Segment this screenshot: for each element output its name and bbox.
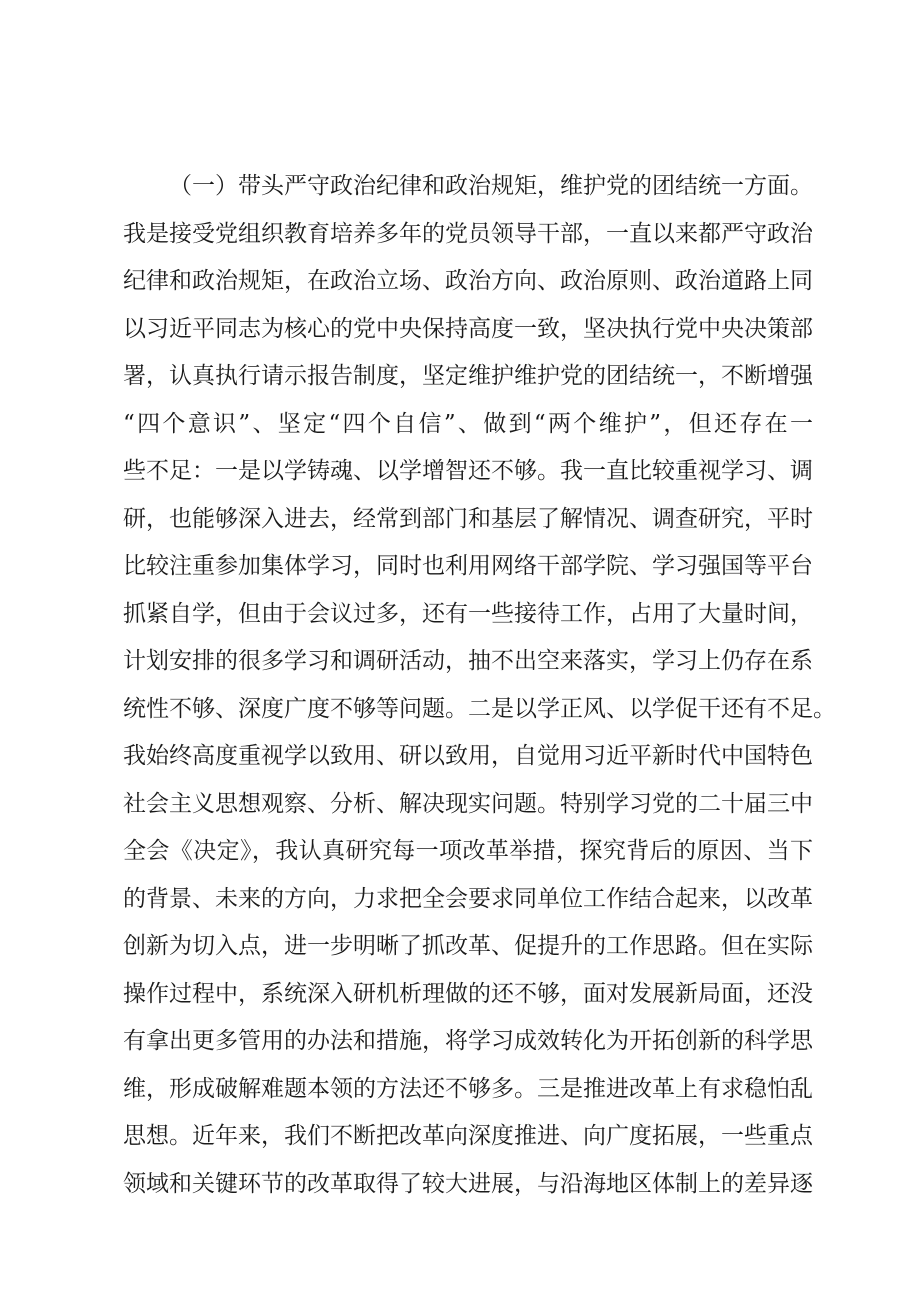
text-line: 我是接受党组织教育培养多年的党员领导干部，一直以来都严守政治 <box>123 220 813 247</box>
text-line: 以习近平同志为核心的党中央保持高度一致，坚决执行党中央决策部 <box>123 315 813 342</box>
text-line: 我始终高度重视学以致用、研以致用，自觉用习近平新时代中国特色 <box>123 743 813 769</box>
text-line: 社会主义思想观察、分析、解决现实问题。特别学习党的二十届三中 <box>123 790 813 817</box>
text-line: 领域和关键环节的改革取得了较大进展，与沿海地区体制上的差异逐 <box>123 1170 813 1197</box>
text-line: （一）带头严守政治纪律和政治规矩，维护党的团结统一方面。 <box>169 173 813 199</box>
text-line: 署，认真执行请示报告制度，坚定维护维护党的团结统一，不断增强 <box>123 363 813 389</box>
text-line: 纪律和政治规矩，在政治立场、政治方向、政治原则、政治道路上同 <box>123 268 813 294</box>
text-line: 统性不够、深度广度不够等问题。二是以学正风、以学促干还有不足。 <box>123 695 836 722</box>
text-line: 维，形成破解难题本领的方法还不够多。三是推进改革上有求稳怕乱 <box>123 1075 813 1102</box>
text-line: 思想。近年来，我们不断把改革向深度推进、向广度拓展，一些重点 <box>123 1123 813 1149</box>
text-line: 的背景、未来的方向，力求把全会要求同单位工作结合起来，以改革 <box>123 885 813 912</box>
text-line: 计划安排的很多学习和调研活动，抽不出空来落实，学习上仍存在系 <box>123 648 813 674</box>
text-line: 比较注重参加集体学习，同时也利用网络干部学院、学习强国等平台 <box>123 553 813 579</box>
text-line: 有拿出更多管用的办法和措施，将学习成效转化为开拓创新的科学思 <box>123 1028 813 1054</box>
body-paragraph <box>123 163 836 1208</box>
text-line: 研，也能够深入进去，经常到部门和基层了解情况、调查研究，平时 <box>123 505 813 532</box>
text-line: 些不足：一是以学铸魂、以学增智还不够。我一直比较重视学习、调 <box>123 458 813 484</box>
text-line: 全会《决定》，我认真研究每一项改革举措，探究背后的原因、当下 <box>123 838 813 864</box>
text-line: 创新为切入点，进一步明晰了抓改革、促提升的工作思路。但在实际 <box>123 933 813 959</box>
text-line: 抓紧自学，但由于会议过多，还有一些接待工作，占用了大量时间， <box>123 600 813 627</box>
text-line: “四个意识”、坚定“四个自信”、做到“两个维护”，但还存在一 <box>123 410 813 437</box>
text-line: 操作过程中，系统深入研机析理做的还不够，面对发展新局面，还没 <box>123 980 813 1007</box>
